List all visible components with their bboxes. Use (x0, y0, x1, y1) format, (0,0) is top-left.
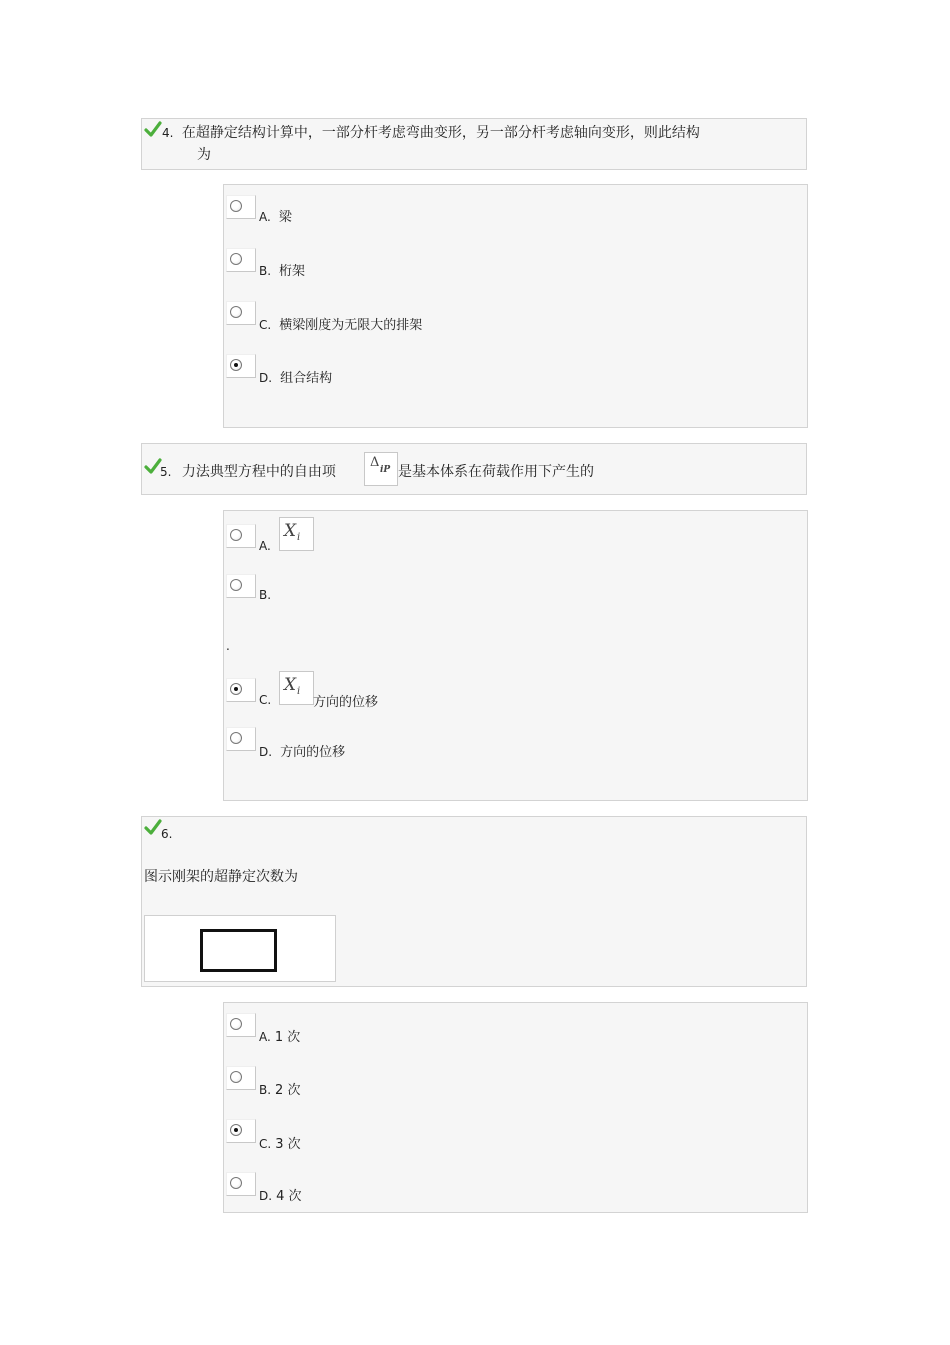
option-letter: C. (259, 1137, 272, 1151)
radio-circle[interactable] (230, 1018, 242, 1030)
question-number: 5. (160, 465, 172, 479)
radio-option-b[interactable] (226, 1066, 256, 1090)
radio-circle[interactable] (230, 1071, 242, 1083)
question-text-line2: 为 (197, 147, 211, 163)
option-letter: C. (259, 318, 272, 332)
question-4-text (162, 122, 700, 144)
option-c[interactable] (259, 1133, 301, 1152)
radio-circle-selected[interactable] (230, 359, 242, 371)
option-text: 方向的位移 (280, 745, 346, 760)
option-c-letter[interactable] (259, 693, 279, 708)
radio-option-c[interactable] (226, 1119, 256, 1143)
question-text: 力法典型方程中的自由项 (181, 464, 336, 480)
radio-option-a[interactable] (226, 524, 256, 548)
option-letter: A. (259, 1030, 271, 1044)
option-text: 横梁刚度为无限大的排架 (279, 318, 423, 333)
radio-option-a[interactable] (226, 1013, 256, 1037)
option-text: 2 次 (275, 1083, 301, 1098)
question-5-options (223, 510, 808, 801)
option-b[interactable] (259, 260, 305, 279)
question-number: 6. (161, 827, 173, 841)
checkmark-icon (144, 121, 161, 138)
question-6-options (223, 1002, 808, 1213)
option-d[interactable] (259, 741, 345, 760)
formula-subscript: iP (380, 465, 391, 475)
radio-option-c[interactable] (226, 301, 256, 325)
formula-subscript: i (297, 532, 301, 543)
option-c-text[interactable]: 方向的位移 (313, 695, 379, 710)
question-text: 图示刚架的超静定次数为 (144, 869, 298, 885)
radio-option-c[interactable] (226, 678, 256, 702)
option-text: 组合结构 (280, 371, 333, 386)
formula-symbol: X (284, 675, 297, 695)
option-letter: D. (259, 1189, 273, 1203)
xi-formula-image (279, 671, 314, 705)
question-5-box (141, 443, 807, 495)
option-text: 1 次 (274, 1030, 301, 1045)
option-a[interactable] (259, 1026, 300, 1045)
option-a[interactable] (259, 206, 292, 225)
radio-option-d[interactable] (226, 1172, 256, 1196)
option-text: 梁 (278, 210, 292, 225)
option-letter: A. (259, 210, 271, 224)
option-text: 4 次 (276, 1189, 302, 1204)
question-5-text-after: 是基本体系在荷载作用下产生的 (398, 464, 594, 480)
question-5-text-before (160, 461, 336, 483)
option-letter: A. (259, 539, 271, 553)
radio-option-b[interactable] (226, 574, 256, 598)
xi-formula-image (279, 517, 314, 551)
rigid-frame-figure (144, 915, 336, 982)
delta-formula-image (364, 452, 398, 486)
option-d[interactable] (259, 1185, 301, 1204)
option-text: 桁架 (279, 264, 306, 279)
option-letter: D. (259, 745, 273, 759)
option-letter: C. (259, 693, 272, 707)
checkmark-icon (144, 819, 161, 836)
radio-circle-selected[interactable] (230, 1124, 242, 1136)
stray-dot: . (226, 639, 230, 653)
frame-rectangle (200, 929, 277, 972)
question-number: 4. (162, 126, 174, 140)
option-text: 3 次 (275, 1137, 301, 1152)
option-c[interactable] (259, 314, 422, 333)
radio-option-b[interactable] (226, 248, 256, 272)
radio-circle[interactable] (230, 200, 242, 212)
option-letter: D. (259, 371, 273, 385)
question-text-line1: 在超静定结构计算中，一部分杆考虑弯曲变形，另一部分杆考虑轴向变形，则此结构 (181, 125, 700, 141)
question-6-box (141, 816, 807, 987)
option-letter: B. (259, 264, 272, 278)
radio-option-d[interactable] (226, 354, 256, 378)
formula-symbol: Δ (370, 455, 380, 470)
option-d[interactable] (259, 367, 332, 386)
radio-option-a[interactable] (226, 195, 256, 219)
option-letter: B. (259, 588, 272, 602)
option-a[interactable] (259, 539, 279, 554)
checkmark-icon (144, 458, 161, 475)
radio-circle[interactable] (230, 253, 242, 265)
radio-circle[interactable] (230, 1177, 242, 1189)
formula-subscript: i (297, 686, 301, 697)
radio-circle[interactable] (230, 529, 242, 541)
question-4-options (223, 184, 808, 428)
radio-circle-selected[interactable] (230, 683, 242, 695)
radio-circle[interactable] (230, 732, 242, 744)
option-b[interactable] (259, 588, 279, 603)
option-letter: B. (259, 1083, 272, 1097)
formula-symbol: X (284, 521, 297, 541)
radio-option-d[interactable] (226, 727, 256, 751)
option-b[interactable] (259, 1079, 300, 1098)
radio-circle[interactable] (230, 306, 242, 318)
question-4-box (141, 118, 807, 170)
radio-circle[interactable] (230, 579, 242, 591)
